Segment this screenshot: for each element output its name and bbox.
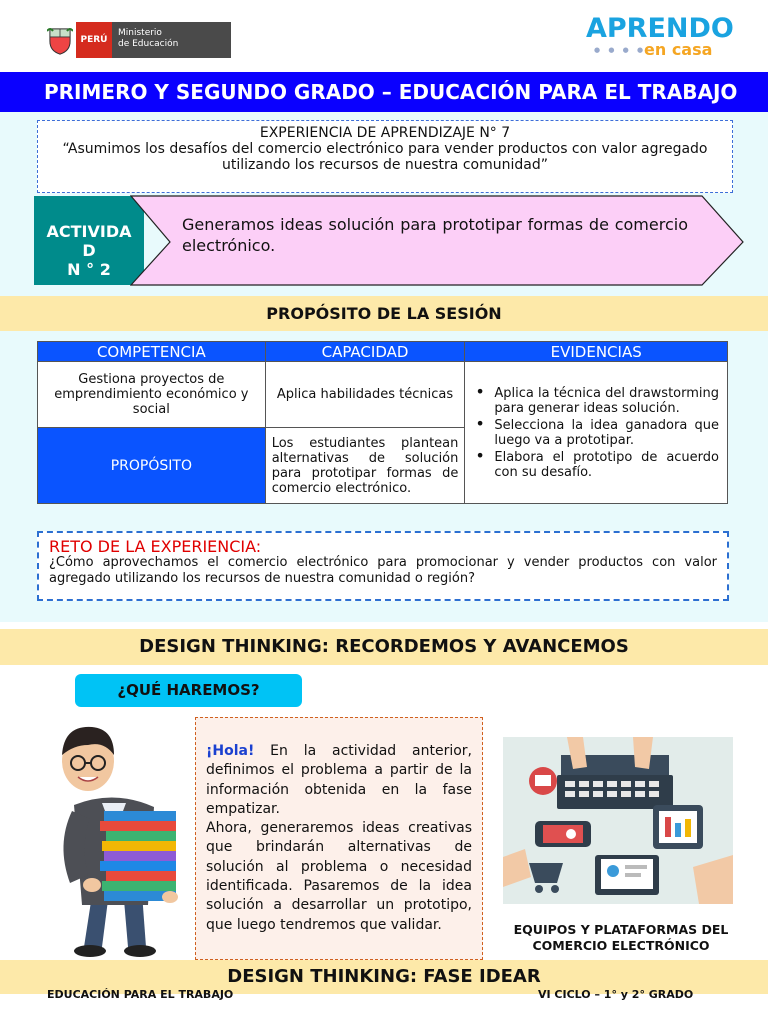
image-caption: EQUIPOS Y PLATAFORMAS DEL COMERCIO ELECTRÓNICO bbox=[513, 922, 729, 953]
aprendo-text: APRENDO bbox=[586, 13, 734, 44]
fase-idear-heading: DESIGN THINKING: FASE IDEAR bbox=[0, 960, 768, 994]
proposito-label-cell: PROPÓSITO bbox=[38, 428, 266, 504]
activity-text: Generamos ideas solución para prototipar formas de comercio electrónico. bbox=[182, 215, 688, 255]
competency-table bbox=[37, 341, 728, 504]
coat-of-arms-icon bbox=[44, 22, 76, 58]
intro-text-1: En la actividad anterior, definimos el problema a partir de la información obtenida en la fase empatizar. bbox=[206, 743, 472, 817]
activity-label bbox=[34, 196, 144, 285]
ministry-line-2: de Educación bbox=[118, 39, 179, 49]
competencia-cell: Gestiona proyectos de emprendimiento económico y social bbox=[38, 362, 266, 428]
reto-text: ¿Cómo aprovechamos el comercio electrónico para promocionar y vender productos con valor agregado utilizando los recursos de nuestra comunidad o región? bbox=[49, 555, 717, 586]
proposito-text-cell: Los estudiantes plantean alternativas de solución para prototipar formas de comercio electrónico. bbox=[265, 428, 465, 504]
capacidad-cell: Aplica habilidades técnicas bbox=[265, 362, 465, 428]
aprendo-dots-icon: ● ● ● ● bbox=[594, 46, 647, 54]
page-header bbox=[0, 0, 768, 72]
table-header-row bbox=[38, 342, 728, 362]
intro-text-box bbox=[195, 717, 483, 960]
activity-label-line-2: D bbox=[82, 241, 96, 260]
activity-label-line-3: N ° 2 bbox=[67, 260, 111, 279]
footer-grade: VI CICLO – 1° y 2° GRADO bbox=[538, 988, 694, 1001]
ecommerce-devices-illustration bbox=[503, 737, 733, 904]
ministry-line-1: Ministerio bbox=[118, 28, 162, 38]
proposito-heading: PROPÓSITO DE LA SESIÓN bbox=[0, 296, 768, 331]
student-with-books-illustration bbox=[44, 715, 184, 960]
en-casa-text: en casa bbox=[644, 40, 713, 59]
page-title: PRIMERO Y SEGUNDO GRADO – EDUCACIÓN PARA EL TRABAJO bbox=[0, 72, 768, 112]
list-item: • Aplica la técnica del drawstorming para generar ideas solución. bbox=[473, 386, 719, 416]
list-item: • Elabora el prototipo de acuerdo con su desafío. bbox=[473, 450, 719, 480]
experience-box bbox=[37, 120, 733, 193]
header-evidencias: EVIDENCIAS bbox=[465, 342, 728, 362]
experience-quote: “Asumimos los desafíos del comercio electrónico para vender productos con valor agregado utilizando los recursos de nuestra comunidad” bbox=[62, 141, 708, 173]
intro-paragraph-1 bbox=[206, 742, 472, 819]
experience-heading: EXPERIENCIA DE APRENDIZAJE N° 7 bbox=[259, 125, 511, 141]
activity-label-line-1: ACTIVIDA bbox=[46, 222, 132, 241]
que-haremos-button[interactable]: ¿QUÉ HAREMOS? bbox=[75, 674, 302, 707]
header-competencia: COMPETENCIA bbox=[38, 342, 266, 362]
peru-label: PERÚ bbox=[76, 22, 112, 58]
ministry-logo bbox=[44, 22, 231, 58]
reto-title: RETO DE LA EXPERIENCIA: bbox=[49, 537, 262, 556]
footer-course: EDUCACIÓN PARA EL TRABAJO bbox=[47, 988, 234, 1001]
design-thinking-heading: DESIGN THINKING: RECORDEMOS Y AVANCEMOS bbox=[0, 629, 768, 665]
table-row bbox=[38, 362, 728, 428]
list-item: • Selecciona la idea ganadora que luego va a prototipar. bbox=[473, 418, 719, 448]
reto-box bbox=[37, 531, 729, 601]
intro-paragraph-2: Ahora, generaremos ideas creativas que brindarán alternativas de solución al problema o necesidad identificada. Pasaremos de la idea solución a desarrollar un prototipo, que luego tendremos que validar. bbox=[206, 820, 472, 933]
evidencias-list bbox=[473, 386, 719, 480]
hola-greeting: ¡Hola! bbox=[206, 743, 255, 759]
evidencias-cell bbox=[465, 362, 728, 504]
ministry-name bbox=[112, 22, 231, 58]
aprendo-en-casa-logo bbox=[586, 14, 736, 64]
header-capacidad: CAPACIDAD bbox=[265, 342, 465, 362]
